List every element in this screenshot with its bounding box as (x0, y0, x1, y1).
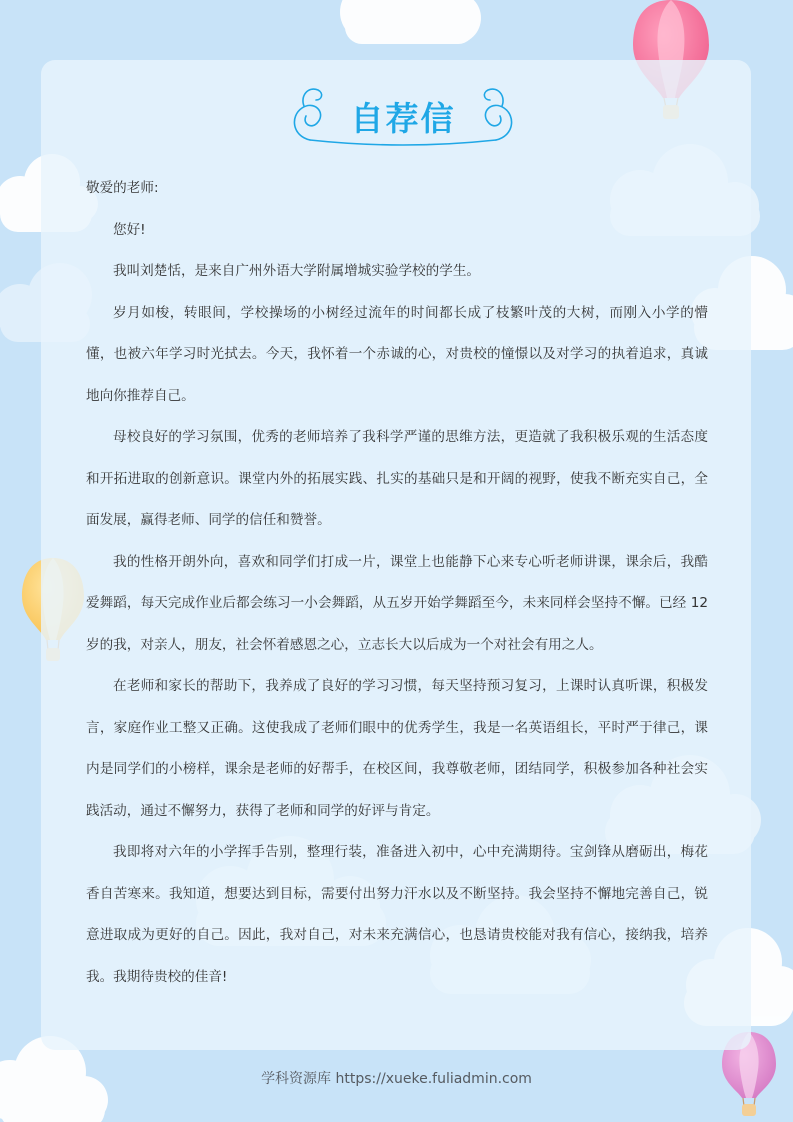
paragraph: 母校良好的学习氛围，优秀的老师培养了我科学严谨的思维方法，更造就了我积极乐观的生活态度和开拓进取的创新意识。课堂内外的拓展实践、扎实的基础只是和开阔的视野，使我不断充实自己，全面发展，赢得老师、同学的信任和赞誉。 (86, 429, 708, 528)
greeting: 敬爱的老师: (86, 180, 159, 196)
footer-source: 学科资源库 https://xueke.fuliadmin.com (261, 1071, 532, 1087)
paragraph: 我即将对六年的小学挥手告别，整理行装，准备进入初中，心中充满期待。宝剑锋从磨砺出，梅花香自苦寒来。我知道，想要达到目标，需要付出努力汗水以及不断坚持。我会坚持不懈地完善自己，锐意进取成为更好的自己。因此，我对自己，对未来充满信心，也恳请贵校能对我有信心，接纳我，培养我。我期待贵校的佳音! (86, 844, 708, 985)
title-banner (288, 80, 518, 152)
paragraph: 岁月如梭，转眼间，学校操场的小树经过流年的时间都长成了枝繁叶茂的大树，而刚入小学的懵懂，也被六年学习时光拭去。今天，我怀着一个赤诚的心，对贵校的憧憬以及对学习的执着追求，真诚地向你推荐自己。 (86, 304, 708, 404)
paragraph: 我叫刘楚恬，是来自广州外语大学附属增城实验学校的学生。 (113, 263, 481, 279)
cloud-icon (340, 0, 481, 44)
page-title: 自荐信 (350, 99, 456, 138)
paragraph: 在老师和家长的帮助下，我养成了良好的学习习惯，每天坚持预习复习，上课时认真听课，积极发言，家庭作业工整又正确。这使我成了老师们眼中的优秀学生，我是一名英语组长，平时严于律己，课内是同学们的小榜样，课余是老师的好帮手，在校区间，我尊敬老师，团结同学，积极参加各种社会实践活动，通过不懈努力，获得了老师和同学的好评与肯定。 (86, 678, 708, 819)
paragraph: 我的性格开朗外向，喜欢和同学们打成一片，课堂上也能静下心来专心听老师讲课，课余后，我酷爱舞蹈，每天完成作业后都会练习一小会舞蹈，从五岁开始学舞蹈至今，未来同样会坚持不懈。已经 12 岁的我，对亲人，朋友，社会怀着感恩之心，立志长大以后成为一个对社会有用之人。 (86, 553, 708, 653)
salutation: 您好! (113, 221, 146, 238)
letter-body (86, 168, 708, 998)
